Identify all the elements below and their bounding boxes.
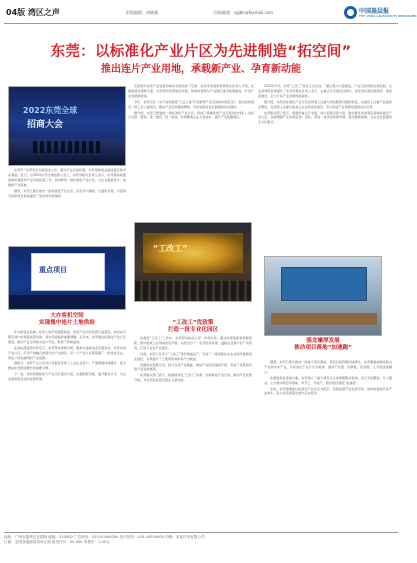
logo-mark-icon: [344, 6, 357, 19]
article-column-1b: [8, 168, 126, 244]
paragraph: 未来，东莞将继续以标准化产业片区为抓手，持续拓展产业发展空间，加快构建现代化产业体系，奋力在高质量发展中走在前列。: [264, 386, 392, 396]
article-column-3: [134, 336, 252, 530]
photo-crowd: [135, 281, 251, 301]
article-column-4a: [258, 84, 392, 254]
article-headline: 东莞：以标准化产业片区为先进制造“拓空间”: [50, 44, 352, 60]
photo-caption-mid: “工改工”优政策 打造一批专业化园区: [167, 320, 219, 333]
paragraph: 作为制造业名城，东莞土地开发强度较高，传统产业空间资源日益紧张。如何在有限空间内实现高质量发展，是东莞面临的重要课题。近年来，东莞通过标准化产业片区建设，推动产业空间集中连片开发，取得了积极成效。: [8, 330, 126, 344]
article-column-4b: [264, 360, 392, 530]
photo-tag-text: “工改工”: [153, 244, 188, 253]
photo-caption-left: 大亦客机空间 实现集中连片土地供给: [39, 313, 95, 326]
logo-text-en: THE CHINA GRASSROOTS NEWSPAPER: [359, 14, 417, 18]
article-column-2: [8, 330, 126, 530]
paragraph: 在高标准建设的背景下，东莞坚持规划引领，聚焦先进制造业发展需求，科学布局产业片区，打造产城融合的现代化产业园区。每一个产业片区都集聚了一批优质企业，形成了特色鲜明的产业集群。: [8, 345, 126, 360]
paragraph: 据介绍，东莞已经建成一批标准化产业片区，形成了规模化的产业空间供给体系。这些片区统一规划、统一建设、统一招商，有效降低企业入驻成本，提升产业集聚效应。: [128, 110, 254, 120]
paragraph: 目前，东莞已有多个“工改工”项目建成投产，引进了一批高新技术企业和先进制造业项目，有效提升了土地利用效率和产出效益。: [134, 351, 252, 361]
paragraph: 2022年9月，东莞“工改工”项目正式启动。“通过集中力量推进，产业空间得到有效拓展，企业获得感显著提升。”东莞市相关负责人表示，在重点片区建设过程中，东莞坚持高标准规划、高质量建设，全力打造产业发展的新高地。: [258, 84, 392, 98]
photo-sign-text: 重点项目: [39, 266, 67, 274]
paragraph: 据悉，东莞已累计推动一批重大项目落地，项目总投资额持续增长。东莞聚焦战略性新兴产业和未来产业，以标准化产业片区为载体，推动产业链、创新链、资金链、人才链深度融合。: [264, 360, 392, 374]
photo-banner-text-2: 招商大会: [27, 120, 64, 130]
photo-floor: [9, 295, 125, 309]
paragraph: 下一步，东莞将继续加大产业片区建设力度，完善配套设施，提升服务水平，为企业提供更优质的发展环境。: [8, 372, 126, 382]
logo-text-cn: 中国基层报: [359, 8, 390, 15]
meeting-room-photo: [264, 256, 382, 336]
paragraph: 据悉，东莞已累计推出一批标准化产业片区，涉及多个镇街，总面积可观，为招商引资和项目落地提供了坚实的空间保障。: [8, 188, 126, 198]
conference-photo: [8, 86, 126, 166]
paragraph: 今年，东莞出台《关于加快推进“工业上楼”打造新型产业空间的实施意见》，提出加快建设一批工业上楼项目，推动产业空间提质增效，为先进制造业发展提供优质载体。: [128, 99, 254, 109]
paragraph: 元资源为东莞产业发展和城市发展拓展了空间。东莞市发展改革局相关负责人介绍，在推进城市更新方面，东莞坚持先规划后实施，将城市更新与产业园区建设统筹推进，打造产业发展新载体。: [128, 84, 254, 98]
paragraph: 各镇街也积极行动，结合自身产业基础，推动产业园区提质升级，形成了各具特色的产业发展格局。: [134, 362, 252, 372]
page-footer: [4, 532, 398, 545]
newspaper-logo: [344, 5, 417, 21]
page-header: [4, 4, 417, 24]
photo-screen: [281, 267, 367, 301]
paragraph: 在推进项目落地方面，东莞建立了重大项目全生命周期服务机制，实行专班跟进、专人服务，全力推动项目早落地、早开工、早投产，跑出项目建设“加速度”。: [264, 375, 392, 385]
paragraph: 据介绍，东莞的标准化产业片区在规划上注重与周边配套设施的衔接，在建设上注重产业链的完整性，在招商上注重引进龙头企业和优质项目，努力形成产业集聚发展的良好态势。: [258, 99, 392, 109]
submission-email: 投稿邮箱：sgjbk@foxmail.com: [214, 10, 274, 15]
photo-audience: [33, 141, 103, 153]
footer-line-2: 订阅：全国各地邮局均可订阅 邮发代号：00-000 零售价：1.00元: [4, 540, 110, 545]
photo-banner-text-1: 2022东莞全球: [23, 106, 78, 115]
photo-caption-right: 强龙壕厚发展 推动项目落地“加速跑”: [294, 338, 352, 351]
paragraph: 东莞讯 “东莞坚持以制造业立市，推动产业空间拓展，为先进制造业高质量发展夯实基础。”近日，在2022东莞全球招商大会上，东莞市相关负责人表示，东莞将持续推进城市更新和产业空间拓展工作，加快释放一批标准化产业片区，为企业提供连片、成熟的产业用地。: [8, 168, 126, 187]
project-signing-photo: [8, 246, 126, 310]
page-label: 04版 湾区之声: [6, 8, 60, 17]
article-subheadline: 推出连片产业用地，承载新产业、孕育新动能: [101, 64, 301, 75]
paragraph: 据统计，东莞产业片区内已有数百家规上工业企业落户，产值规模持续攀升，成为推动东莞经济增长的重要引擎。: [8, 361, 126, 371]
industrial-park-photo: [134, 222, 252, 302]
footer-line-1: 地址：广州市越秀区东园路 邮编：510000 广告热线：020-00000000 发行热线：020-00000000 印刷：某某印务有限公司: [4, 535, 205, 539]
paragraph: 东莞相关部门表示，将围绕重点产业链，加大招商引资力度，推动更多优质项目落地标准化产业片区，持续增强产业发展后劲。同时，将进一步优化营商环境，强化要素保障，为企业发展提供全方位服务。: [258, 110, 392, 125]
article-column-1a: [128, 84, 254, 220]
paragraph: 在推进“工改工”工作中，东莞坚持政府主导、市场运作，通过政策创新和机制创新，推动低效工业用地改造升级。东莞出台了一系列支持政策，鼓励企业参与旧厂房改造，打造专业化产业园区。: [134, 336, 252, 350]
paragraph: 东莞相关部门表示，将继续深化“工改工”改革，加快释放产业空间，推动产业转型升级，为东莞高质量发展注入新动能。: [134, 373, 252, 383]
editor-credit: 组版编辑：胡晓薇: [126, 10, 158, 15]
photo-table: [271, 313, 377, 325]
